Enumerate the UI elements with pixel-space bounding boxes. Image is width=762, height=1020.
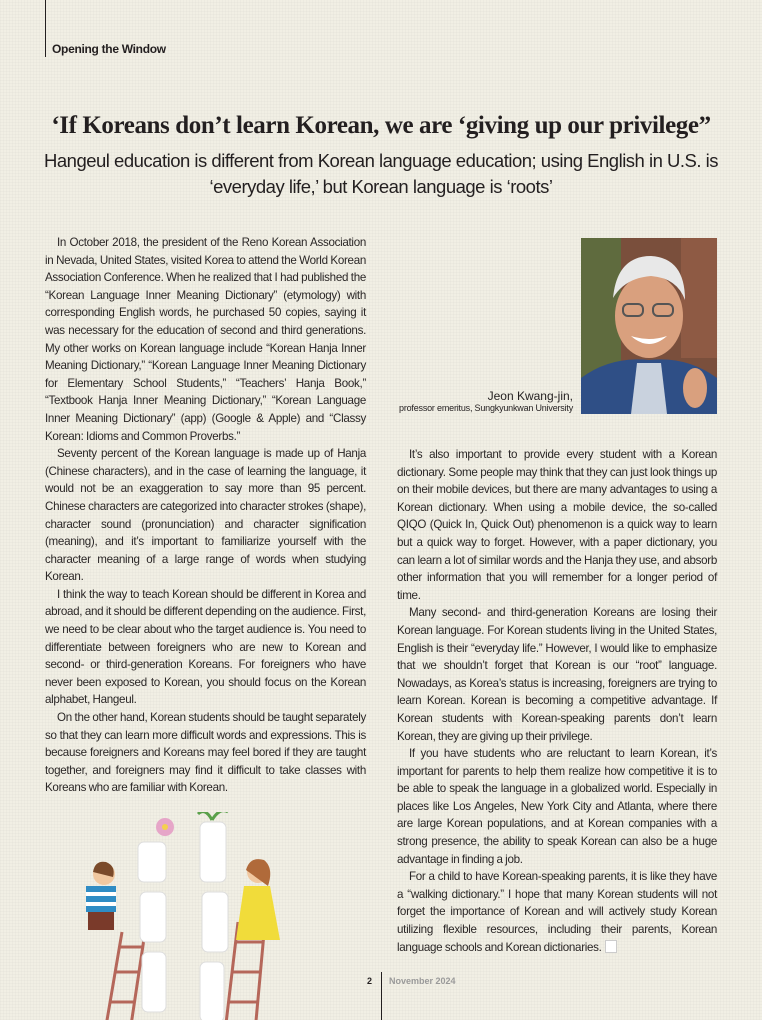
article-subtitle: Hangeul education is different from Korean language education; using English in U.S. is ‘everyday life,’ but Korean language is ‘roots’ xyxy=(44,150,718,197)
right-column xyxy=(397,446,717,956)
paragraph: In October 2018, the president of the Reno Korean Association in Nevada, United States, visited Korea to attend the World Korean Association Conference. When he realized that I had published the “Korean Language Inner Meaning Dictionary” (etymology) with corresponding English words, he purchased 50 copies, saying it was necessary for the education of second and third generations. My other works on Korean language include “Korean Hanja Inner Meaning Dictionary,” “Korean Language Inner Meaning Dictionary for Elementary School Students,” “Teachers’ Hanja Book,” “Textbook Hanja Inner Meaning Dictionary,” “Korean Language Inner Meaning Dictionary” (app) (Google & Apple) and “Classy Korean: Idioms and Common Proverbs.” xyxy=(45,236,366,443)
end-mark-logo xyxy=(605,940,617,953)
section-divider xyxy=(45,0,46,57)
section-label: Opening the Window xyxy=(52,42,166,56)
children-ladder-illustration xyxy=(60,812,300,1020)
article-title: ‘If Koreans don’t learn Korean, we are ‘giving up our privilege” xyxy=(51,112,711,139)
paragraph: Many second- and third-generation Koreans are losing their Korean language. For Korean students living in the United States, English is their “everyday life.” However, I would like to emphasize that we shouldn’t forget that Korean is our “root” language. Nowadays, as Korea’s status is increasing, foreigners are trying to learn Korean. Korean is becoming a competitive advantage. If Korean students with Korean-speaking parents don’t learn Korean, they are giving up their privilege. xyxy=(397,606,717,743)
paragraph: If you have students who are reluctant to learn Korean, it’s important for parents to help them realize how competitive it is to be able to speak the language in a globalized world. Especially in places like Los Angeles, New York City and Atlanta, where there are large Korean populations, and at Korean companies with a strong presence, the ability to speak Korean can also be a huge advantage in finding a job. xyxy=(397,747,717,866)
issue-date: November 2024 xyxy=(389,976,456,986)
paragraph: It’s also important to provide every student with a Korean dictionary. Some people may think that they can just look things up on their mobile devices, but there are many advantages to using a Korean dictionary. When using a mobile device, the so-called QIQO (Quick In, Quick Out) phenomenon is a quick way to learn but a quick way to forget. However, with a paper dictionary, you can learn a lot of similar words and the Hanja they use, and absorb other information that you will remember for a longer period of time. xyxy=(397,448,717,602)
page-number: 2 xyxy=(367,976,373,986)
paragraph: Seventy percent of the Korean language is made up of Hanja (Chinese characters), and in the case of learning the language, it would not be an exaggeration to say more than 95 percent. Chinese characters are categorized into character strokes (shape), character sound (pronunciation) and character signification (meaning), and it’s important to familiarize yourself with the character meaning of a large range of words when studying Korean. xyxy=(45,447,366,584)
author-photo xyxy=(581,238,717,414)
footer-divider xyxy=(381,972,382,1020)
paragraph xyxy=(397,868,717,956)
author-caption xyxy=(399,389,573,413)
author-role: professor emeritus, Sungkyunkwan University xyxy=(399,403,573,413)
left-column xyxy=(45,234,366,797)
author-name: Jeon Kwang-jin, xyxy=(487,389,573,403)
paragraph: On the other hand, Korean students should be taught separately so that they can learn more difficult words and expressions. This is because foreigners and Koreans may feel bored if they are taught together, and foreigners may find it difficult to take classes with Koreans who are familiar with Korean. xyxy=(45,711,366,795)
paragraph: I think the way to teach Korean should be different in Korea and abroad, and it should be different depending on the audience. First, we need to be clear about who the target audience is. You need to differentiate between foreigners who are new to Korean and second- or third-generation Koreans. For foreigners who have never been exposed to Korean, you should focus on the Korean alphabet, Hangeul. xyxy=(45,587,366,707)
paragraph-text: For a child to have Korean-speaking parents, it is like they have a “walking dictionary.” I hope that many Korean students will not forget the importance of Korean and will actively study Korean utilizing flexible resources, including their parents, Korean language schools and Korean dictionaries. xyxy=(397,870,717,954)
